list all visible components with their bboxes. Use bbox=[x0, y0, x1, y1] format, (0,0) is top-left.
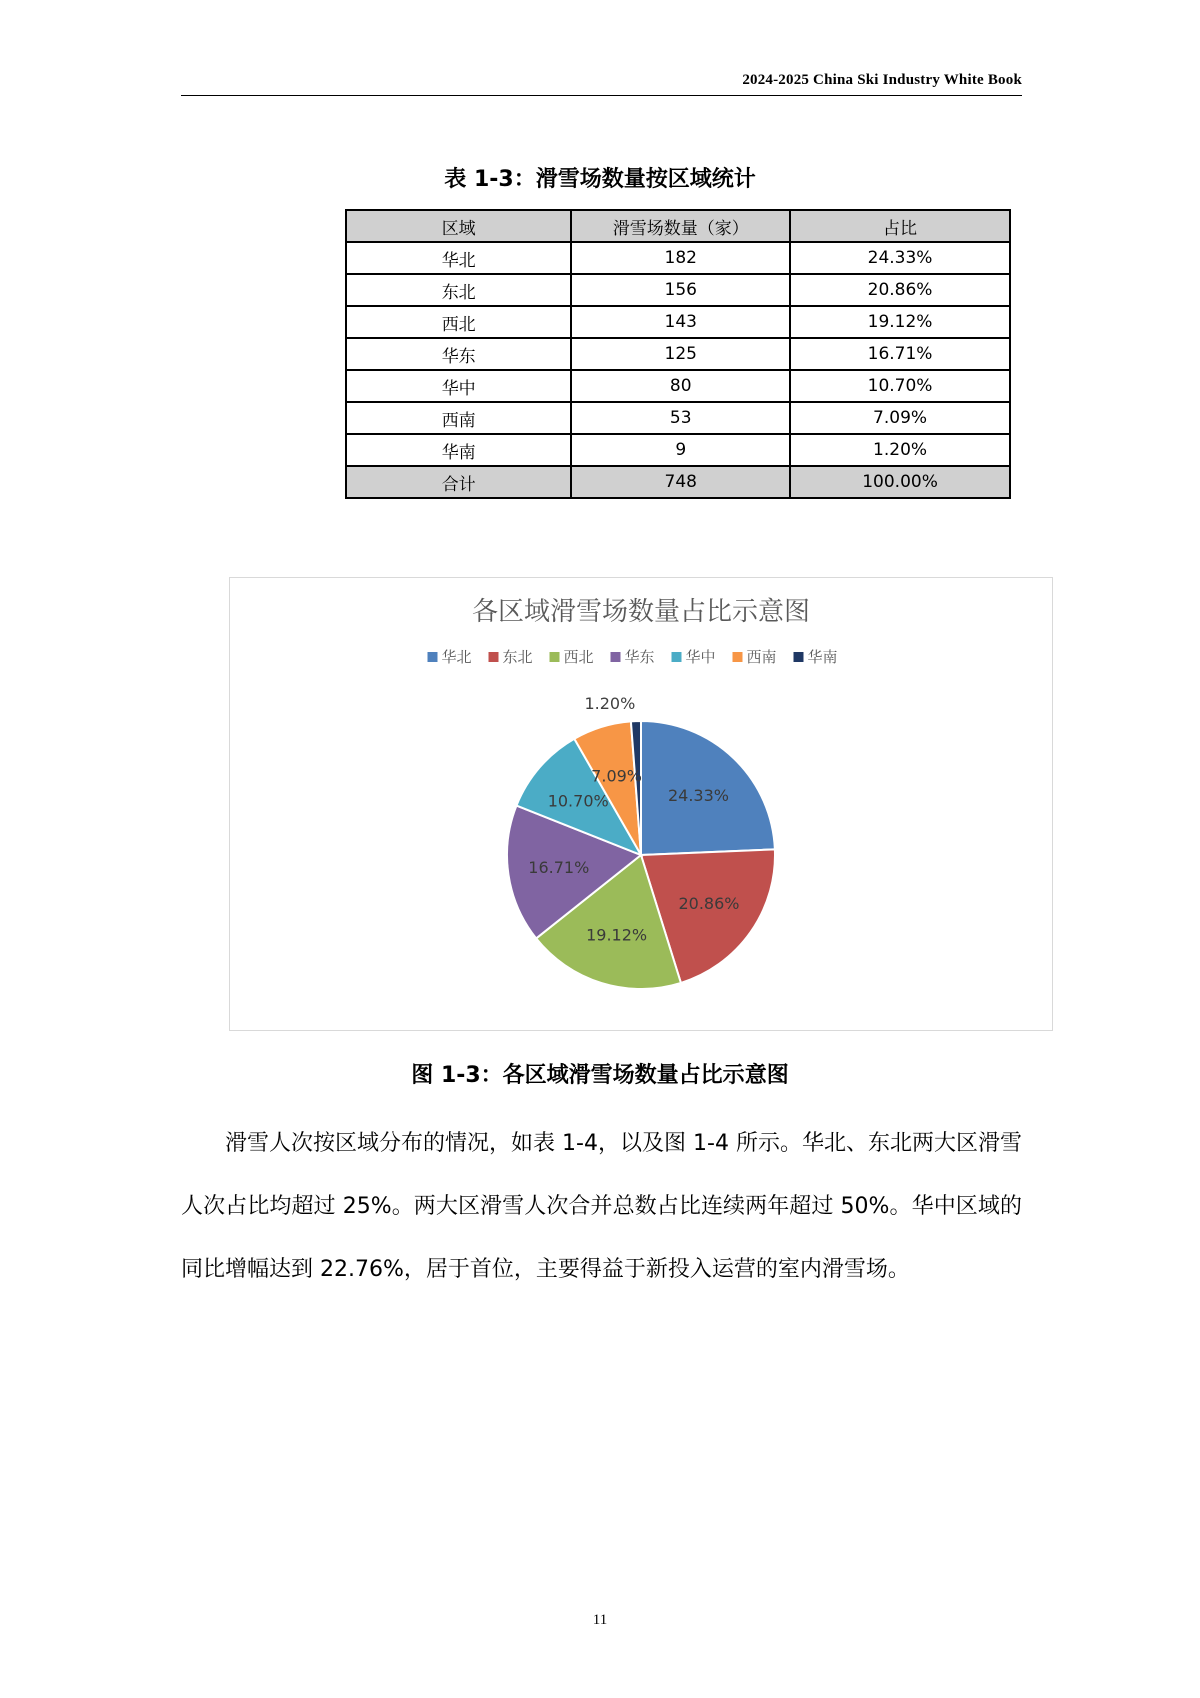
legend-label: 华北 bbox=[441, 648, 472, 666]
table-row bbox=[346, 434, 1010, 466]
total-label-cell: 合计 bbox=[346, 466, 571, 498]
chart-title: 各区域滑雪场数量占比示意图 bbox=[471, 597, 811, 627]
legend-label: 华南 bbox=[807, 648, 838, 666]
pie-chart bbox=[230, 578, 1052, 1030]
share-cell: 19.12% bbox=[790, 306, 1010, 338]
share-cell: 20.86% bbox=[790, 274, 1010, 306]
figure-caption: 图 1-3：各区域滑雪场数量占比示意图 bbox=[411, 1063, 789, 1088]
region-cell: 华东 bbox=[346, 338, 571, 370]
legend-label: 华中 bbox=[685, 648, 716, 666]
total-count-cell: 748 bbox=[571, 466, 790, 498]
pie-chart-frame bbox=[229, 577, 1053, 1031]
pie-data-label: 19.12% bbox=[586, 925, 648, 945]
region-cell: 华南 bbox=[346, 434, 571, 466]
legend-swatch bbox=[733, 652, 743, 662]
table-row bbox=[346, 402, 1010, 434]
count-cell: 143 bbox=[571, 306, 790, 338]
share-cell: 24.33% bbox=[790, 242, 1010, 274]
table-header-row bbox=[346, 210, 1010, 242]
count-cell: 125 bbox=[571, 338, 790, 370]
legend-swatch bbox=[489, 652, 499, 662]
legend-swatch bbox=[428, 652, 438, 662]
legend-label: 西北 bbox=[563, 648, 594, 666]
pie-data-label: 16.71% bbox=[528, 858, 590, 878]
legend-label: 东北 bbox=[502, 648, 533, 666]
share-cell: 16.71% bbox=[790, 338, 1010, 370]
table-row bbox=[346, 242, 1010, 274]
share-cell: 1.20% bbox=[790, 434, 1010, 466]
pie-data-label: 20.86% bbox=[678, 893, 740, 913]
table-row bbox=[346, 338, 1010, 370]
share-cell: 7.09% bbox=[790, 402, 1010, 434]
share-cell: 10.70% bbox=[790, 370, 1010, 402]
header-rule bbox=[181, 95, 1022, 96]
table-row bbox=[346, 274, 1010, 306]
page-number: 11 bbox=[592, 1612, 608, 1628]
pie-data-label: 24.33% bbox=[667, 786, 730, 805]
legend-swatch bbox=[611, 652, 621, 662]
running-header: 2024-2025 China Ski Industry White Book bbox=[742, 72, 1022, 88]
body-paragraph: 滑雪人次按区域分布的情况，如表 1-4，以及图 1-4 所示。华北、东北两大区滑雪人次占比均超过 25%。两大区滑雪人次合并总数占比连续两年超过 50%。华中区域的同比增幅达到 22.76%，居于首位，主要得益于新投入运营的室内滑雪场。 bbox=[181, 1131, 1022, 1282]
region-cell: 华中 bbox=[346, 370, 571, 402]
legend-swatch bbox=[794, 652, 804, 662]
pie-data-label: 10.70% bbox=[547, 791, 609, 811]
region-cell: 西南 bbox=[346, 402, 571, 434]
pie-data-label: 1.20% bbox=[584, 694, 636, 714]
region-cell: 西北 bbox=[346, 306, 571, 338]
count-cell: 182 bbox=[571, 242, 790, 274]
legend-swatch bbox=[672, 652, 682, 662]
region-cell: 东北 bbox=[346, 274, 571, 306]
pie-slices bbox=[507, 721, 775, 989]
table-caption: 表 1-3：滑雪场数量按区域统计 bbox=[444, 167, 756, 192]
chart-legend bbox=[428, 648, 838, 666]
table-row bbox=[346, 370, 1010, 402]
count-cell: 9 bbox=[571, 434, 790, 466]
region-stats-table bbox=[345, 209, 1011, 499]
header-cell: 滑雪场数量（家） bbox=[571, 210, 790, 242]
pie-data-label: 7.09% bbox=[591, 766, 643, 786]
total-share-cell: 100.00% bbox=[790, 466, 1010, 498]
legend-swatch bbox=[550, 652, 560, 662]
region-cell: 华北 bbox=[346, 242, 571, 274]
table-total-row bbox=[346, 466, 1010, 498]
count-cell: 156 bbox=[571, 274, 790, 306]
legend-label: 华东 bbox=[624, 648, 655, 666]
header-cell: 区域 bbox=[346, 210, 571, 242]
header-cell: 占比 bbox=[790, 210, 1010, 242]
count-cell: 53 bbox=[571, 402, 790, 434]
legend-label: 西南 bbox=[746, 648, 777, 666]
count-cell: 80 bbox=[571, 370, 790, 402]
table-row bbox=[346, 306, 1010, 338]
